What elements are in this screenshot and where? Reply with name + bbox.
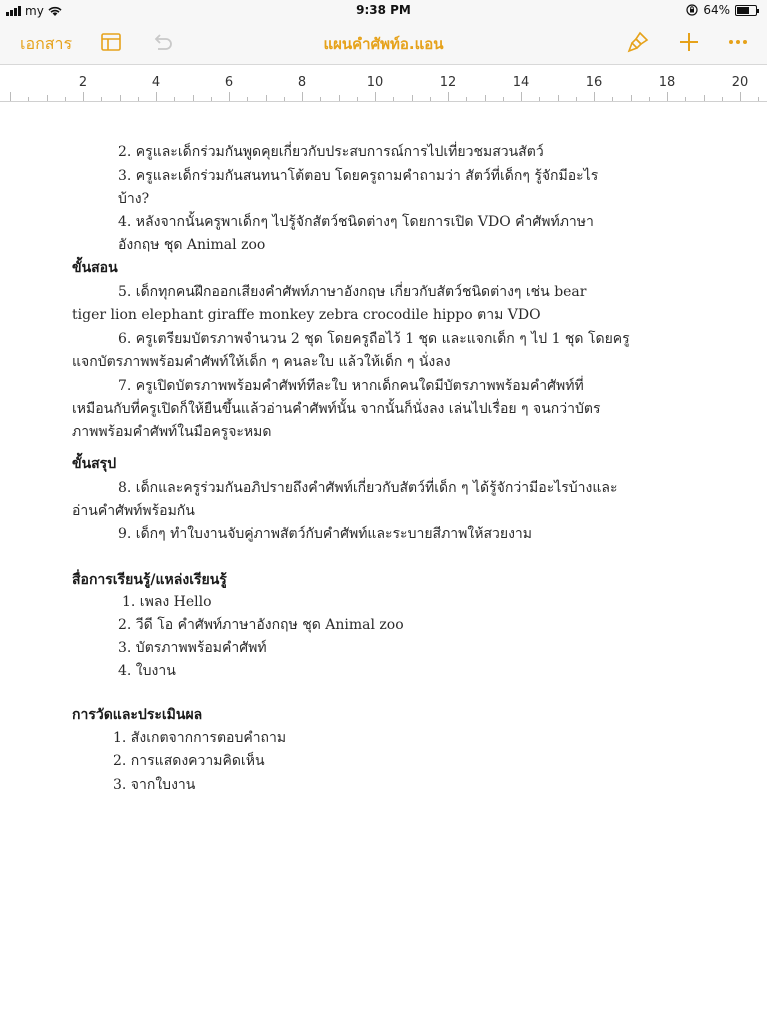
ruler-tick [247, 97, 248, 101]
status-bar [0, 0, 767, 22]
ruler-tick [594, 92, 595, 101]
ruler-tick [758, 97, 759, 101]
ruler-tick [47, 95, 48, 101]
toolbar [0, 22, 767, 64]
list-item: อ่านคำศัพท์พร้อมกัน [72, 503, 195, 519]
ruler-label: 6 [224, 75, 234, 90]
ruler-tick [576, 97, 577, 101]
ruler-label: 14 [512, 75, 530, 90]
list-item: ภาพพร้อมคำศัพท์ในมือครูจะหมด [72, 424, 272, 440]
carrier-name: my [25, 4, 44, 18]
list-item: 5. เด็กทุกคนฝึกออกเสียงคำศัพท์ภาษาอังกฤษ เกี่ยวกับสัตว์ชนิดต่างๆ เช่น bear [118, 284, 587, 300]
ruler-tick [722, 97, 723, 101]
document-page[interactable] [0, 103, 767, 1024]
add-icon[interactable] [677, 30, 701, 54]
ruler-tick [211, 97, 212, 101]
ruler-tick [266, 95, 267, 101]
summary-heading: ขั้นสรุป [72, 456, 117, 472]
list-item: 6. ครูเตรียมบัตรภาพจำนวน 2 ชุด โดยครูถือไว้ 1 ชุด และแจกเด็ก ๆ ไป 1 ชุด โดยครู [118, 331, 630, 347]
ruler-tick [558, 95, 559, 101]
more-icon[interactable] [726, 30, 750, 54]
ruler-tick [174, 97, 175, 101]
ruler-tick [10, 92, 11, 101]
list-item: เหมือนกับที่ครูเปิดก็ให้ยืนขึ้นแล้วอ่านคำศัพท์นั้น จากนั้นก็นั่งลง เล่นไปเรื่อย ๆ จนกว่าบัตร [72, 401, 601, 417]
ruler-tick [193, 95, 194, 101]
ruler-label: 10 [366, 75, 384, 90]
sidebar-icon[interactable] [100, 31, 122, 53]
ruler-label: 18 [658, 75, 676, 90]
battery-percent: 64% [703, 3, 730, 17]
ruler-tick [229, 92, 230, 101]
ruler-tick [302, 92, 303, 101]
ruler-tick [448, 92, 449, 101]
ruler[interactable] [0, 64, 767, 102]
ruler-tick [284, 97, 285, 101]
documents-button[interactable]: เอกสาร [20, 34, 73, 53]
ruler-tick [667, 92, 668, 101]
list-item: บ้าง? [118, 191, 150, 207]
ruler-tick [503, 97, 504, 101]
battery-icon [735, 5, 757, 16]
list-item: 3. บัตรภาพพร้อมคำศัพท์ [118, 640, 267, 656]
procedure-heading: ขั้นสอน [72, 260, 118, 276]
list-item: 7. ครูเปิดบัตรภาพพร้อมคำศัพท์ทีละใบ หากเด็กคนใดมีบัตรภาพพร้อมคำศัพท์ที่ [118, 378, 584, 394]
paintbrush-icon[interactable] [626, 30, 650, 54]
list-item: 1. เพลง Hello [122, 594, 212, 610]
undo-icon[interactable] [150, 31, 176, 53]
ruler-tick [740, 92, 741, 101]
ruler-tick [393, 97, 394, 101]
ruler-tick [412, 95, 413, 101]
ruler-tick [612, 97, 613, 101]
materials-heading: สื่อการเรียนรู้/แหล่งเรียนรู้ [72, 572, 227, 588]
list-item: 3. จากใบงาน [113, 777, 196, 793]
ruler-label: 20 [731, 75, 749, 90]
ruler-tick [685, 97, 686, 101]
list-item: 9. เด็กๆ ทำใบงานจับคู่ภาพสัตว์กับคำศัพท์และระบายสีภาพให้สวยงาม [118, 526, 532, 542]
ruler-label: 2 [78, 75, 88, 90]
ruler-tick [704, 95, 705, 101]
list-item: tiger lion elephant giraffe monkey zebra crocodile hippo ตาม VDO [72, 307, 541, 323]
list-item: 3. ครูและเด็กร่วมกันสนทนาโต้ตอบ โดยครูถามคำถามว่า สัตว์ที่เด็กๆ รู้จักมีอะไร [118, 168, 599, 184]
ruler-tick [539, 97, 540, 101]
ruler-tick [138, 97, 139, 101]
list-item: 8. เด็กและครูร่วมกันอภิปรายถึงคำศัพท์เกี่ยวกับสัตว์ที่เด็ก ๆ ได้รู้จักว่ามีอะไรบ้างและ [118, 480, 618, 496]
battery-fill [737, 7, 749, 14]
list-item: 2. การแสดงความคิดเห็น [113, 753, 265, 769]
list-item: 1. สังเกตจากการตอบคำถาม [113, 730, 287, 746]
ruler-tick [485, 95, 486, 101]
ruler-tick [156, 92, 157, 101]
ruler-label: 12 [439, 75, 457, 90]
list-item: 2. ครูและเด็กร่วมกันพูดคุยเกี่ยวกับประสบการณ์การไปเที่ยวชมสวนสัตว์ [118, 144, 544, 160]
ruler-tick [28, 97, 29, 101]
list-item: แจกบัตรภาพพร้อมคำศัพท์ให้เด็ก ๆ คนละใบ แล้วให้เด็ก ๆ นั่งลง [72, 354, 451, 370]
ruler-tick [430, 97, 431, 101]
status-time: 9:38 PM [356, 3, 411, 17]
ruler-label: 8 [297, 75, 307, 90]
ruler-tick [320, 97, 321, 101]
ruler-tick [120, 95, 121, 101]
orientation-lock-icon [686, 4, 698, 16]
ruler-tick [631, 95, 632, 101]
document-title[interactable]: แผนคำศัพท์อ.แอน [323, 35, 444, 53]
list-item: อังกฤษ ชุด Animal zoo [118, 237, 266, 253]
ruler-tick [466, 97, 467, 101]
list-item: 4. ใบงาน [118, 663, 176, 679]
ruler-label: 16 [585, 75, 603, 90]
ruler-tick [83, 92, 84, 101]
status-right [686, 3, 757, 17]
list-item: 4. หลังจากนั้นครูพาเด็กๆ ไปรู้จักสัตว์ชนิดต่างๆ โดยการเปิด VDO คำศัพท์ภาษา [118, 214, 594, 230]
ruler-tick [101, 97, 102, 101]
ruler-tick [649, 97, 650, 101]
ruler-tick [357, 97, 358, 101]
ruler-tick [339, 95, 340, 101]
ruler-label: 4 [151, 75, 161, 90]
ruler-tick [521, 92, 522, 101]
ruler-tick [375, 92, 376, 101]
list-item: 2. วีดี โอ คำศัพท์ภาษาอังกฤษ ชุด Animal zoo [118, 617, 404, 633]
ruler-tick [65, 97, 66, 101]
evaluation-heading: การวัดและประเมินผล [72, 707, 203, 723]
